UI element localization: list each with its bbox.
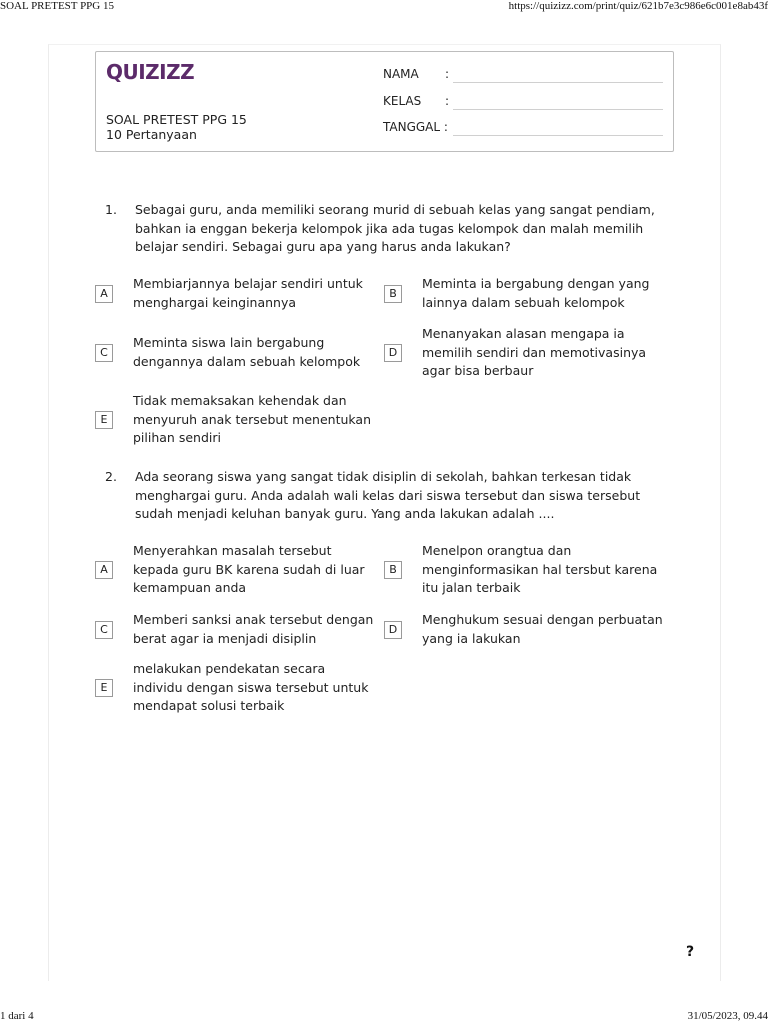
question-count: 10 Pertanyaan <box>106 127 197 142</box>
q1-option-a[interactable] <box>95 275 385 315</box>
q2-option-e[interactable] <box>95 660 385 718</box>
q2-option-a[interactable] <box>95 542 385 600</box>
option-letter: D <box>384 344 402 362</box>
option-letter: A <box>95 561 113 579</box>
option-text: Membiarjannya belajar sendiri untuk menghargai keinginannya <box>133 276 363 310</box>
option-text: Meminta siswa lain bergabung dengannya dalam sebuah kelompok <box>133 335 361 369</box>
question-number: 1. <box>105 202 117 217</box>
question-1 <box>105 201 685 259</box>
option-letter: B <box>384 285 402 303</box>
date-line <box>453 135 663 136</box>
question-text: Ada seorang siswa yang sangat tidak disiplin di sekolah, bahkan terkesan tidak menghargai guru. Anda adalah wali kelas dari siswa tersebut dan siswa tersebut sudah menjadi keluhan banyak guru. Yang anda lakukan adalah .... <box>135 469 641 521</box>
question-2 <box>105 468 685 526</box>
name-field <box>383 67 663 85</box>
option-text: Tidak memaksakan kehendak dan menyuruh anak tersebut menentukan pilihan sendiri <box>133 393 372 445</box>
option-text: Menyerahkan masalah tersebut kepada guru BK karena sudah di luar kemampuan anda <box>133 543 365 595</box>
print-timestamp: 31/05/2023, 09.44 <box>687 1010 768 1022</box>
option-text: Menghukum sesuai dengan perbuatan yang ia lakukan <box>422 612 663 646</box>
print-footer <box>0 1008 768 1024</box>
option-letter: A <box>95 285 113 303</box>
date-field <box>383 120 663 138</box>
print-header-url[interactable]: https://quizizz.com/print/quiz/621b7e3c986e6c001e8ab43f <box>508 0 768 12</box>
option-text: Menanyakan alasan mengapa ia memilih sendiri dan memotivasinya agar bisa berbaur <box>422 326 647 378</box>
option-letter: C <box>95 621 113 639</box>
q1-option-b[interactable] <box>384 275 674 315</box>
quiz-page <box>48 44 721 981</box>
option-letter: E <box>95 411 113 429</box>
option-text: Meminta ia bergabung dengan yang lainnya dalam sebuah kelompok <box>422 276 650 310</box>
class-label: KELAS <box>383 94 422 108</box>
print-header <box>0 0 768 16</box>
q1-option-d[interactable] <box>384 325 674 383</box>
option-text: Menelpon orangtua dan menginformasikan hal tersbut karena itu jalan terbaik <box>422 543 658 595</box>
class-colon: : <box>445 94 450 108</box>
name-label: NAMA <box>383 67 419 81</box>
quizizz-logo: QUIZIZZ <box>106 60 195 84</box>
q1-option-c[interactable] <box>95 334 385 374</box>
quiz-title: SOAL PRETEST PPG 15 <box>106 112 247 127</box>
option-text: melakukan pendekatan secara individu dengan siswa tersebut untuk mendapat solusi terbaik <box>133 661 369 713</box>
q1-option-e[interactable] <box>95 392 385 450</box>
option-letter: D <box>384 621 402 639</box>
option-letter: C <box>95 344 113 362</box>
q2-option-c[interactable] <box>95 611 385 651</box>
question-text: Sebagai guru, anda memiliki seorang murid di sebuah kelas yang sangat pendiam, bahkan ia enggan bekerja kelompok jika ada tugas kelompok dan malah memilih belajar sendiri. Sebagai guru apa yang harus anda lakukan? <box>135 202 655 254</box>
date-label: TANGGAL : <box>383 120 448 134</box>
class-field <box>383 94 663 112</box>
option-letter: B <box>384 561 402 579</box>
help-button[interactable]: ? <box>686 944 695 960</box>
name-colon: : <box>445 67 450 81</box>
name-line <box>453 82 663 83</box>
question-number: 2. <box>105 469 117 484</box>
print-header-title: SOAL PRETEST PPG 15 <box>0 0 114 12</box>
quiz-header-box <box>95 51 674 152</box>
option-letter: E <box>95 679 113 697</box>
page-number: 1 dari 4 <box>0 1010 34 1022</box>
option-text: Memberi sanksi anak tersebut dengan berat agar ia menjadi disiplin <box>133 612 374 646</box>
q2-option-d[interactable] <box>384 611 674 651</box>
class-line <box>453 109 663 110</box>
q2-option-b[interactable] <box>384 542 674 600</box>
